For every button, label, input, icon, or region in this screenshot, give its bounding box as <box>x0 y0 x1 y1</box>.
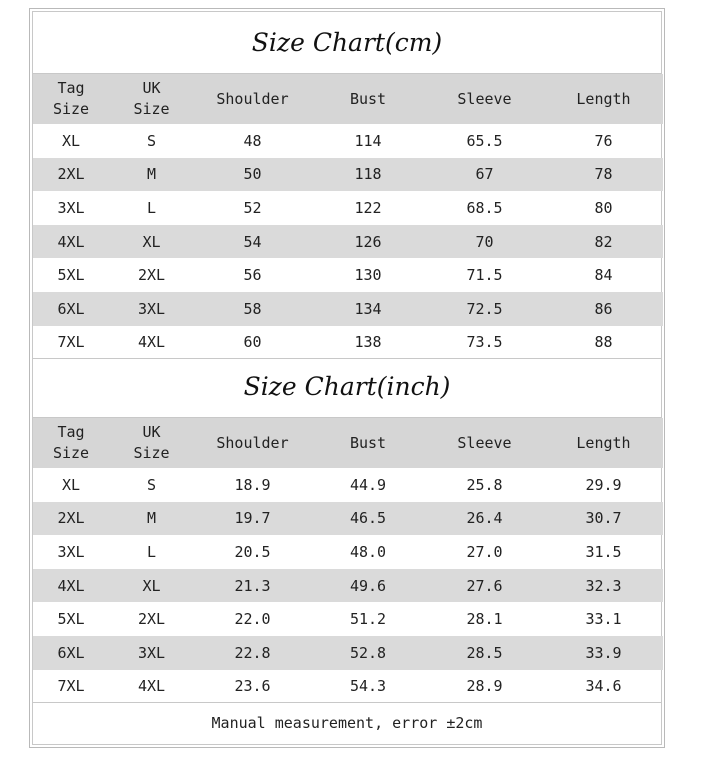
table-row <box>33 502 663 536</box>
table-cell: 3XL <box>57 198 85 217</box>
table-cell: 28.9 <box>466 677 503 696</box>
table-cell: XL <box>109 225 194 259</box>
table-row <box>33 292 663 326</box>
inch-header-shoulder: Shoulder <box>194 418 311 468</box>
cm-chart-title: Size Chart(cm) <box>33 12 661 74</box>
table-cell: 48.0 <box>349 542 387 561</box>
table-cell: 51.2 <box>349 610 387 629</box>
inch-header-sleeve: Sleeve <box>425 418 544 468</box>
table-cell: 48 <box>243 131 262 150</box>
inch-header-bust: Bust <box>311 418 425 468</box>
table-cell: 29.9 <box>585 475 622 494</box>
table-cell: 71.5 <box>466 266 503 285</box>
table-cell: 114 <box>354 131 382 150</box>
table-cell: 126 <box>311 225 425 259</box>
table-cell: 30.7 <box>544 502 663 536</box>
table-cell: 6XL <box>33 292 109 326</box>
table-cell: 7XL <box>57 333 85 352</box>
table-cell: 4XL <box>137 333 166 352</box>
table-cell: 54 <box>194 225 311 259</box>
size-chart-frame <box>29 8 665 748</box>
header-line: UK <box>142 423 161 441</box>
table-cell: 25.8 <box>466 475 503 494</box>
table-cell: 4XL <box>137 677 166 696</box>
measurement-note: Manual measurement, error ±2cm <box>33 702 661 744</box>
table-row <box>33 191 663 225</box>
table-row <box>33 326 663 360</box>
cm-header-bust: Bust <box>311 74 425 124</box>
table-row <box>33 569 663 603</box>
table-cell: L <box>146 542 157 561</box>
table-row <box>33 670 663 704</box>
table-cell: 4XL <box>33 569 109 603</box>
table-cell: 33.9 <box>544 636 663 670</box>
table-row <box>33 535 663 569</box>
table-cell: 60 <box>243 333 262 352</box>
inch-header-row <box>33 418 663 468</box>
table-cell: 44.9 <box>349 475 387 494</box>
table-cell: 76 <box>594 131 613 150</box>
table-cell: 18.9 <box>234 475 271 494</box>
table-cell: 27.6 <box>425 569 544 603</box>
table-cell: 72.5 <box>425 292 544 326</box>
table-cell: 23.6 <box>234 677 271 696</box>
table-cell: L <box>146 198 157 217</box>
table-cell: M <box>109 502 194 536</box>
table-cell: 134 <box>311 292 425 326</box>
table-cell: 32.3 <box>544 569 663 603</box>
cm-header-tag-size <box>33 74 109 124</box>
table-row <box>33 636 663 670</box>
table-cell: 46.5 <box>311 502 425 536</box>
table-cell: 22.8 <box>194 636 311 670</box>
table-cell: 65.5 <box>466 131 503 150</box>
table-cell: 2XL <box>137 610 166 629</box>
table-cell: 20.5 <box>234 542 271 561</box>
cm-header-uk-size <box>109 74 194 124</box>
table-cell: S <box>146 475 157 494</box>
table-cell: 5XL <box>57 266 85 285</box>
table-cell: 21.3 <box>194 569 311 603</box>
table-cell: 73.5 <box>466 333 503 352</box>
inch-header-uk-size <box>109 418 194 468</box>
table-cell: 3XL <box>109 636 194 670</box>
table-cell: 2XL <box>33 158 109 192</box>
table-cell: 26.4 <box>425 502 544 536</box>
header-line: Size <box>52 444 90 462</box>
table-cell: 50 <box>194 158 311 192</box>
table-cell: 34.6 <box>585 677 622 696</box>
table-cell: 52.8 <box>311 636 425 670</box>
table-cell: 31.5 <box>585 542 622 561</box>
table-cell: 7XL <box>57 677 85 696</box>
table-row <box>33 468 663 502</box>
table-cell: 118 <box>311 158 425 192</box>
table-cell: 6XL <box>33 636 109 670</box>
table-cell: 33.1 <box>585 610 622 629</box>
header-line: Size <box>133 100 170 118</box>
table-cell: 5XL <box>57 610 85 629</box>
header-line: UK <box>142 79 161 97</box>
table-cell: XL <box>109 569 194 603</box>
table-cell: 2XL <box>33 502 109 536</box>
table-cell: 28.5 <box>425 636 544 670</box>
table-cell: 49.6 <box>311 569 425 603</box>
table-cell: 27.0 <box>466 542 503 561</box>
cm-header-length: Length <box>544 74 663 124</box>
table-cell: 84 <box>594 266 613 285</box>
header-line: Size <box>52 100 90 118</box>
table-row <box>33 124 663 158</box>
table-cell: 4XL <box>33 225 109 259</box>
table-row <box>33 158 663 192</box>
table-cell: XL <box>61 131 81 150</box>
table-cell: 22.0 <box>234 610 271 629</box>
cm-header-shoulder: Shoulder <box>194 74 311 124</box>
table-cell: 19.7 <box>194 502 311 536</box>
table-cell: 52 <box>243 198 262 217</box>
table-cell: 70 <box>425 225 544 259</box>
table-row <box>33 258 663 292</box>
table-cell: 130 <box>354 266 382 285</box>
table-cell: 68.5 <box>466 198 503 217</box>
size-chart-inner <box>32 11 662 745</box>
table-row <box>33 602 663 636</box>
table-cell: 3XL <box>109 292 194 326</box>
inch-header-length: Length <box>544 418 663 468</box>
table-cell: 82 <box>544 225 663 259</box>
table-cell: 122 <box>354 198 382 217</box>
table-cell: 78 <box>544 158 663 192</box>
inch-header-tag-size <box>33 418 109 468</box>
table-cell: 86 <box>544 292 663 326</box>
table-cell: M <box>109 158 194 192</box>
header-line: Tag <box>57 79 85 97</box>
table-cell: 2XL <box>137 266 166 285</box>
table-cell: 3XL <box>57 542 85 561</box>
table-row <box>33 225 663 259</box>
inch-chart-title: Size Chart(inch) <box>33 358 661 418</box>
table-cell: S <box>146 131 157 150</box>
cm-header-row <box>33 74 663 124</box>
table-cell: 80 <box>594 198 613 217</box>
cm-header-sleeve: Sleeve <box>425 74 544 124</box>
table-cell: 54.3 <box>349 677 387 696</box>
table-cell: 88 <box>594 333 613 352</box>
table-cell: 56 <box>243 266 262 285</box>
table-cell: 58 <box>194 292 311 326</box>
table-cell: 67 <box>425 158 544 192</box>
header-line: Size <box>133 444 170 462</box>
inch-size-table <box>33 418 663 703</box>
header-line: Tag <box>57 423 85 441</box>
table-cell: 28.1 <box>466 610 503 629</box>
table-cell: XL <box>61 475 81 494</box>
table-cell: 138 <box>354 333 382 352</box>
cm-size-table <box>33 74 663 359</box>
